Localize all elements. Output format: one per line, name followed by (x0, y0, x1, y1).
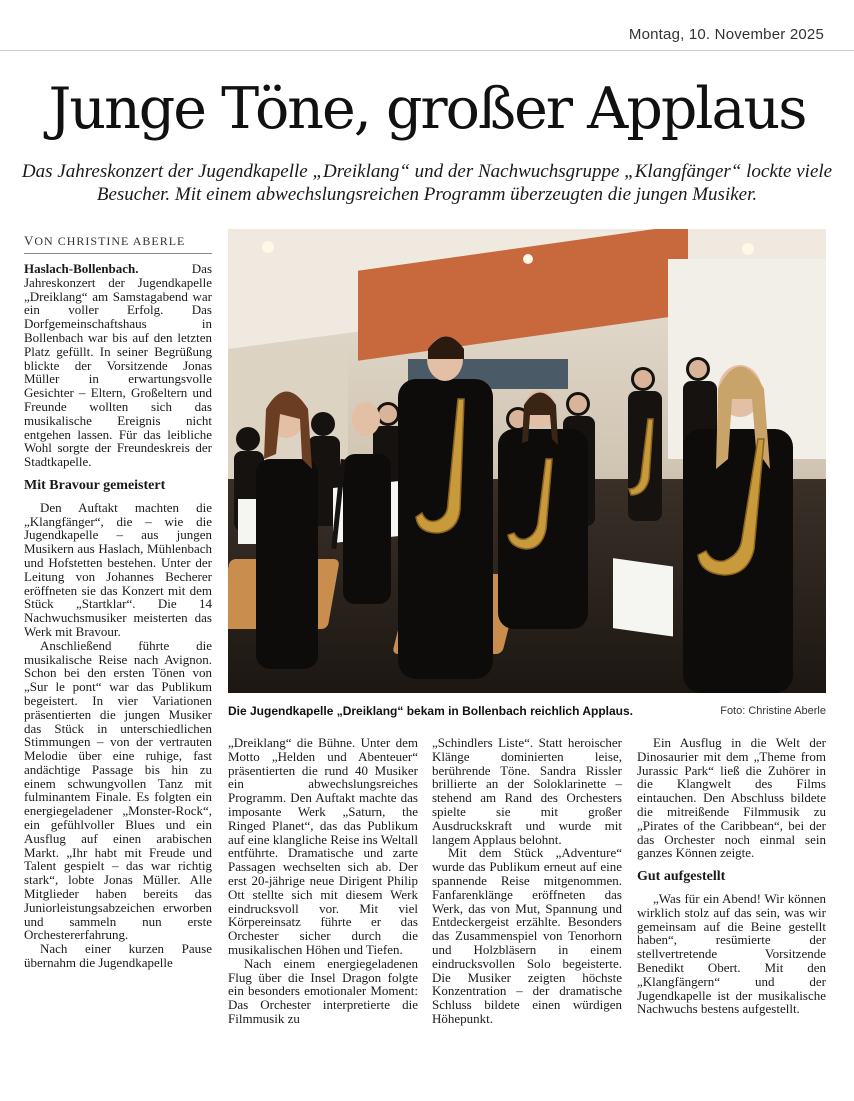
article-subhead: Das Jahreskonzert der Jugendkapelle „Dreiklang“ und der Nachwuchsgruppe „Klangfänger“ lockte viele Besucher. Mit einem abwechslungsreichen Programm überzeugten die jungen Musiker. (21, 161, 833, 205)
intro-text: Das Jahreskonzert der Jugendkapelle „Dreiklang“ am Samstagabend war ein voller Erfolg. Das Dorfgemeinschaftshaus in Bollenbach war bis auf den letzten Platz gefüllt. In seiner Begrüßung blickte der Vorsitzende Jonas Müller in erwartungsvolle Gesichter – Eltern, Großeltern und Freunde wollten sich das musikalische Ereignis nicht entgehen lassen. Für das leibliche Wohl sorgte der Freundeskreis der Stadtkapelle. (24, 261, 212, 470)
paragraph: „Dreiklang“ die Bühne. Unter dem Motto „Helden und Abenteuer“ präsentierten die rund 40 Musiker ein abwechslungsreiches Programm. Den Auftakt machte das imposante Werk „Saturn, the Ringed Planet“, das das Publikum auf eine klangliche Reise ins Weltall entführte. Dramatische und zarte Passagen wechselten sich ab. Der erst 20-jährige neue Dirigent Philip Ott stellte sich mit diesem Werk eindrucksvoll vor. Mit viel Körpereinsatz führte er das Orchester sicher durch die musikalischen Höhen und Tiefen. (228, 735, 418, 957)
article-column-2 (228, 736, 418, 1026)
paragraph: Den Auftakt machten die „Klangfänger“, die – wie die Jugendkapelle – aus jungen Musikern aus Haslach, Mühlenbach und Hofstetten bestehen. Unter der Leitung von Johannes Becherer eröffneten sie das Konzert mit dem Stück „Startklar“. Die 14 Nachwuchsmusiker meisterten das Werk mit Bravour. (24, 499, 212, 639)
header-rule (0, 50, 854, 51)
article-column-1 (24, 262, 212, 970)
concert-photo (228, 229, 826, 693)
paragraph: „Schindlers Liste“. Statt heroischer Klänge dominierten leise, berührende Töne. Sandra Rissler brillierte an der Soloklarinette – stehend am Rand des Orchesters spielte sie mit großer Ausdruckskraft und wurde mit langem Applaus belohnt. (432, 735, 622, 847)
paragraph: Nach einer kurzen Pause übernahm die Jugendkapelle (24, 941, 212, 971)
issue-date: Montag, 10. November 2025 (628, 26, 824, 43)
article-headline: Junge Töne, großer Applaus (48, 76, 806, 142)
article-column-3 (432, 736, 622, 1026)
paragraph: Mit dem Stück „Adventure“ wurde das Publikum erneut auf eine spannende Reise mitgenommen. Fanfarenklänge eröffneten das Werk, das von Mut, Spannung und Entdeckergeist erzählte. Besonders das Zusammenspiel von Tenorhorn und Holzbläsern in einem eindrucksvollen Solo begeisterte. Die Musiker zeigten höchste Konzentration – der dramatische Schluss bildete einen würdigen Höhepunkt. (432, 845, 622, 1026)
paragraph: Nach einem energiegeladenen Flug über die Insel Dragon folgte ein besonders emotionaler Moment: Das Orchester interpretierte die Filmmusik zu (228, 955, 418, 1026)
article-column-4 (637, 736, 826, 1016)
paragraph: Anschließend führte die musikalische Reise nach Avignon. Schon bei den ersten Tönen von „Sur le pont“ war das Publikum begeistert. In vier Variationen präsentierten die jungen Musiker das Stück in unterschiedlichen Stimmungen – von der vertrauten Melodie über eine ruhige, fast andächtige Passage bis hin zu einem schwungvollen Tanz mit fulminantem Finale. Es folgten ein energiegeladener „Monster-Rock“, ein gefühlvoller Blues und ein Ausflug auf einen arabischen Markt. „Ihr habt mit Freude und Talent gespielt – das war richtig stark“, lobte Jonas Müller. Alle Mitglieder haben bereits das Juniorleistungsabzeichen erworben und sammeln nun erste Orchestererfahrung. (24, 637, 212, 943)
paragraph-intro (24, 262, 212, 469)
photo-caption: Die Jugendkapelle „Dreiklang“ bekam in Bollenbach reichlich Applaus. (228, 704, 633, 718)
paragraph: „Was für ein Abend! Wir können wirklich stolz auf das sein, was wir gemeinsam auf die Beine gestellt haben“, resümierte der stellvertretende Vorsitzende Benedikt Obert. Mit den „Klangfängern“ und der Jugendkapelle ist der musikalische Nachwuchs bestens aufgestellt. (637, 890, 826, 1017)
byline (24, 233, 212, 254)
dateline-location: Haslach-Bollenbach. (24, 261, 139, 276)
byline-initial: V (24, 233, 35, 248)
subheading-bravour: Mit Bravour gemeistert (24, 477, 166, 493)
byline-text: ON CHRISTINE ABERLE (34, 234, 186, 248)
paragraph: Ein Ausflug in die Welt der Dinosaurier mit dem „Theme from Jurassic Park“ ließ die Zuhörer in die Klangwelt des Films eintauchen. Den Abschluss bildete die mitreißende Filmmusik zu „Pirates of the Caribbean“, bei der das Orchester noch einmal sein ganzes Können zeigte. (637, 735, 826, 861)
concert-photo-illustration (228, 229, 826, 693)
photo-credit: Foto: Christine Aberle (720, 705, 826, 717)
subheading-aufgestellt: Gut aufgestellt (637, 869, 726, 885)
